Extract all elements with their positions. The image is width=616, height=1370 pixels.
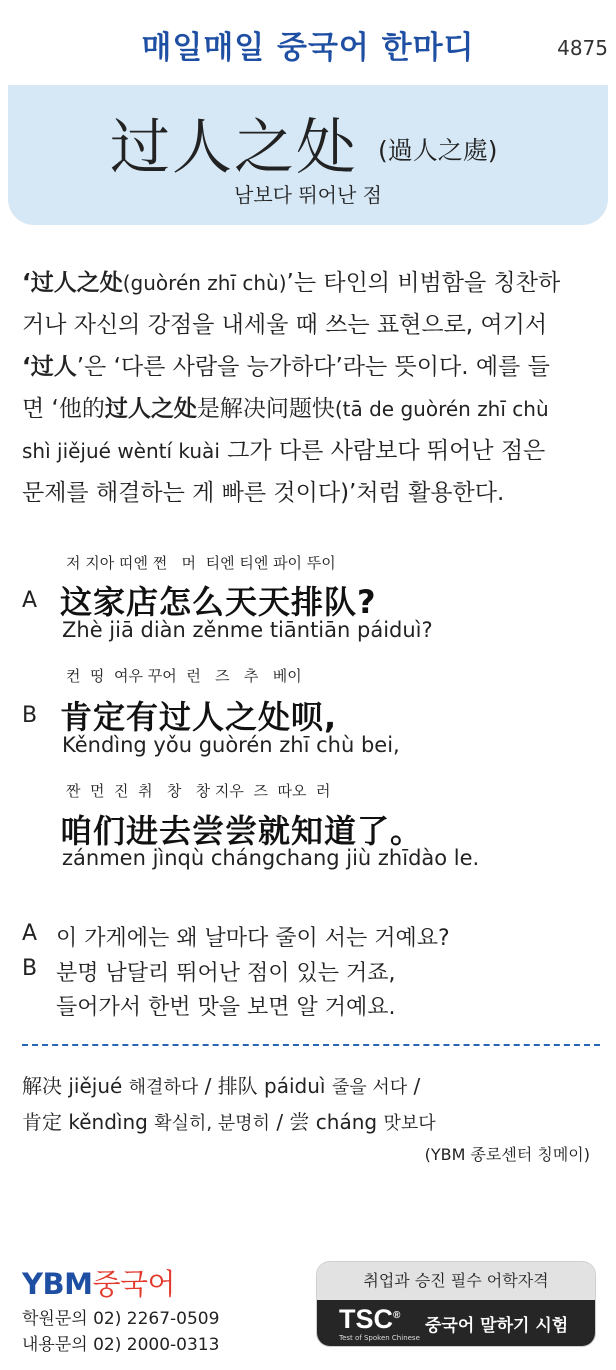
separator: / bbox=[407, 1074, 421, 1098]
chinese-text: 肯定有 bbox=[60, 698, 160, 736]
tsc-tagline: 취업과 승진 필수 어학자격 bbox=[317, 1262, 595, 1300]
korean-pronunciation: 컨 띵 여우 꾸어 런 즈 추 베이 bbox=[66, 667, 302, 685]
vocab-line bbox=[22, 1106, 436, 1135]
logo-ko: 중국어 bbox=[92, 1267, 176, 1301]
term-quote: ‘过人 bbox=[22, 354, 77, 380]
tsc-banner[interactable] bbox=[316, 1261, 596, 1347]
explanation-text: ’는 타인의 비범함을 칭찬하 bbox=[286, 270, 561, 296]
pinyin-text: (tā de guòrén zhī chù bbox=[334, 397, 549, 421]
pinyin-sentence: zánmen jìnqù chángchang jiù zhīdào le. bbox=[62, 846, 480, 870]
explanation-text: ’은 ‘다른 사람을 능가하다’라는 뜻이다. 예를 들 bbox=[76, 354, 550, 380]
registered-icon: ® bbox=[393, 1310, 401, 1321]
contact-academy: 학원문의 02) 2267-0509 bbox=[22, 1309, 220, 1329]
idiom-meaning: 남보다 뛰어난 점 bbox=[234, 183, 382, 207]
explanation-line bbox=[22, 262, 602, 304]
issue-number: 4875 bbox=[557, 36, 608, 60]
speaker-b: B bbox=[22, 956, 38, 981]
vocab-line bbox=[22, 1070, 420, 1099]
vocab-pinyin: kěndìng bbox=[62, 1110, 155, 1134]
vocab-pinyin: páiduì bbox=[257, 1074, 332, 1098]
idiom-calligraphy: 过人之处 bbox=[110, 113, 358, 183]
vocab-word: 尝 bbox=[289, 1110, 310, 1134]
logo-en: YBM bbox=[22, 1267, 93, 1301]
translation-line: 이 가게에는 왜 날마다 줄이 서는 거예요? bbox=[56, 926, 450, 951]
explanation-line: 문제를 해결하는 게 빠른 것이다)’처럼 활용한다. bbox=[22, 480, 505, 506]
explanation-paragraph bbox=[22, 262, 602, 514]
ybm-logo[interactable] bbox=[22, 1262, 175, 1303]
idiom-traditional: (過人之處) bbox=[378, 136, 498, 165]
chinese-text: 呗, bbox=[291, 698, 338, 736]
vocab-meaning: 확실히, 분명히 bbox=[154, 1113, 270, 1134]
header bbox=[0, 0, 616, 80]
vocab-meaning: 맛보다 bbox=[383, 1113, 436, 1134]
vocab-word: 肯定 bbox=[22, 1110, 62, 1134]
series-title: 매일매일 중국어 한마디 bbox=[141, 30, 475, 66]
pinyin-sentence: Kěndìng yǒu guòrén zhī chù bei, bbox=[62, 733, 400, 757]
translation-line: 분명 남달리 뛰어난 점이 있는 거죠, bbox=[56, 961, 396, 986]
chinese-sentence: 咱们进去尝尝就知道了。 bbox=[60, 812, 424, 850]
pinyin-text: (guòrén zhī chù) bbox=[122, 271, 287, 295]
vocab-word: 解决 bbox=[22, 1074, 62, 1098]
vocab-pinyin: jiějué bbox=[62, 1074, 129, 1098]
separator: / bbox=[269, 1110, 290, 1134]
example-zh: 면 ‘他的 bbox=[22, 396, 105, 422]
vocab-meaning: 해결하다 bbox=[128, 1077, 199, 1098]
pinyin-text: shì jiějué wèntí kuài bbox=[22, 439, 220, 463]
tsc-mark-text: TSC bbox=[339, 1304, 393, 1334]
idiom-quote: ‘过人之处 bbox=[22, 270, 123, 296]
pinyin-sentence: Zhè jiā diàn zěnme tiāntiān páiduì? bbox=[62, 618, 433, 642]
explanation-line bbox=[22, 346, 602, 388]
chinese-sentence bbox=[60, 692, 337, 738]
author-credit: (YBM 종로센터 칭메이) bbox=[424, 1145, 590, 1164]
contact-content: 내용문의 02) 2000-0313 bbox=[22, 1335, 220, 1355]
tsc-label: 중국어 말하기 시험 bbox=[425, 1316, 569, 1336]
idiom-highlight: 过人之处 bbox=[159, 698, 292, 736]
vocab-meaning: 줄을 서다 bbox=[331, 1077, 408, 1098]
vocab-word: 排队 bbox=[217, 1074, 258, 1098]
example-zh: 是解决问题快 bbox=[196, 396, 335, 422]
speaker-a: A bbox=[22, 588, 38, 613]
explanation-line bbox=[22, 430, 602, 472]
speaker-b: B bbox=[22, 703, 38, 728]
chinese-sentence: 这家店怎么天天排队? bbox=[60, 583, 377, 621]
vocab-pinyin: cháng bbox=[309, 1110, 384, 1134]
example-idiom: 过人之处 bbox=[104, 396, 197, 422]
explanation-line: 거나 자신의 강점을 내세울 때 쓰는 표현으로, 여기서 bbox=[22, 312, 548, 338]
korean-pronunciation: 짠 먼 진 취 창 창 지우 즈 따오 러 bbox=[66, 782, 331, 800]
explanation-text: 그가 다른 사람보다 뛰어난 점은 bbox=[219, 438, 546, 464]
separator: / bbox=[198, 1074, 218, 1098]
translation-line: 들어가서 한번 맛을 보면 알 거예요. bbox=[56, 995, 396, 1020]
speaker-a: A bbox=[22, 921, 38, 946]
dashed-divider bbox=[22, 1044, 600, 1046]
tsc-bar bbox=[317, 1300, 595, 1346]
tsc-subtitle: Test of Spoken Chinese bbox=[339, 1334, 420, 1342]
korean-pronunciation: 저 지아 띠엔 쩐 머 티엔 티엔 파이 뚜이 bbox=[66, 554, 336, 572]
explanation-line bbox=[22, 388, 602, 430]
tsc-logo bbox=[339, 1304, 400, 1335]
